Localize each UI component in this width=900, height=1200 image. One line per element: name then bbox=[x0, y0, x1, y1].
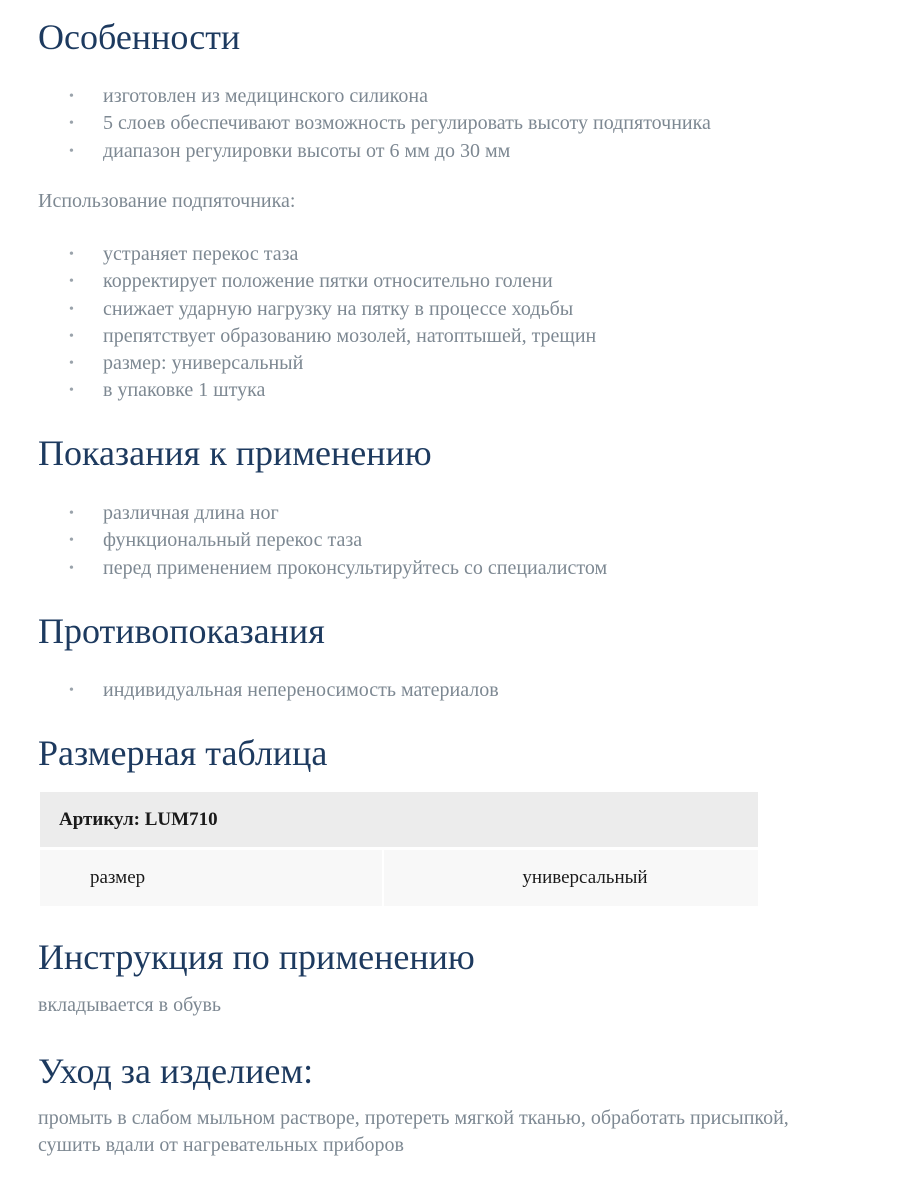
usage-intro: Использование подпяточника: bbox=[38, 190, 296, 212]
list-item-text: функциональный перекос таза bbox=[103, 529, 363, 552]
bullet-icon: • bbox=[69, 683, 74, 698]
list-item bbox=[38, 296, 868, 323]
bullet-icon: • bbox=[69, 356, 74, 372]
list-item bbox=[38, 350, 868, 377]
list-item bbox=[38, 83, 868, 110]
bullet-icon: • bbox=[69, 247, 74, 262]
size-table-heading: Размерная таблица bbox=[38, 733, 328, 773]
care-text: промыть в слабом мыльном растворе, протереть мягкой тканью, обработать присыпкой, сушить вдали от нагревательных приборов bbox=[38, 1107, 789, 1157]
list-item bbox=[38, 138, 868, 165]
bullet-icon: • bbox=[69, 274, 74, 290]
list-item-text: диапазон регулировки высоты от 6 мм до 30 мм bbox=[103, 139, 511, 162]
list-item-text: снижает ударную нагрузку на пятку в процессе ходьбы bbox=[103, 297, 574, 320]
list-item-text: 5 слоев обеспечивают возможность регулировать высоту подпяточника bbox=[103, 112, 711, 135]
list-item bbox=[38, 241, 868, 268]
list-item bbox=[38, 555, 868, 582]
list-item-text: различная длина ног bbox=[103, 502, 279, 524]
list-item-text: препятствует образованию мозолей, натоптышей, трещин bbox=[103, 324, 597, 347]
care-heading: Уход за изделием: bbox=[38, 1051, 314, 1091]
instructions-text: вкладывается в обувь bbox=[38, 994, 222, 1016]
size-label-cell: размер bbox=[40, 850, 384, 906]
bullet-icon: • bbox=[69, 506, 74, 521]
list-item-text: устраняет перекос таза bbox=[103, 243, 299, 265]
indications-heading: Показания к применению bbox=[38, 433, 432, 473]
bullet-icon: • bbox=[69, 301, 74, 317]
list-item bbox=[38, 268, 868, 295]
usage-list bbox=[38, 241, 868, 405]
bullet-icon: • bbox=[69, 143, 74, 159]
bullet-icon: • bbox=[69, 533, 74, 549]
bullet-icon: • bbox=[69, 560, 74, 576]
table-row bbox=[40, 850, 758, 906]
features-heading: Особенности bbox=[38, 17, 241, 57]
list-item-text: индивидуальная непереносимость материалов bbox=[103, 679, 499, 701]
size-table bbox=[40, 792, 758, 906]
bullet-icon: • bbox=[69, 328, 74, 344]
features-list bbox=[38, 83, 868, 165]
list-item-text: корректирует положение пятки относительно голени bbox=[103, 270, 553, 293]
list-item bbox=[38, 527, 868, 554]
contraindications-list bbox=[38, 677, 868, 704]
instructions-heading: Инструкция по применению bbox=[38, 937, 475, 977]
contraindications-heading: Противопоказания bbox=[38, 611, 325, 651]
list-item-text: перед применением проконсультируйтесь со специалистом bbox=[103, 556, 608, 579]
list-item bbox=[38, 677, 868, 704]
size-table-header: Артикул: LUM710 bbox=[40, 792, 758, 847]
indications-list bbox=[38, 500, 868, 582]
list-item bbox=[38, 377, 868, 404]
list-item bbox=[38, 110, 868, 137]
bullet-icon: • bbox=[69, 383, 74, 399]
bullet-icon: • bbox=[69, 116, 74, 132]
list-item bbox=[38, 500, 868, 527]
bullet-icon: • bbox=[69, 89, 74, 104]
list-item-text: в упаковке 1 штука bbox=[103, 379, 266, 402]
list-item-text: изготовлен из медицинского силикона bbox=[103, 85, 428, 107]
list-item bbox=[38, 323, 868, 350]
list-item-text: размер: универсальный bbox=[103, 352, 304, 375]
size-value-cell: универсальный bbox=[384, 850, 758, 906]
